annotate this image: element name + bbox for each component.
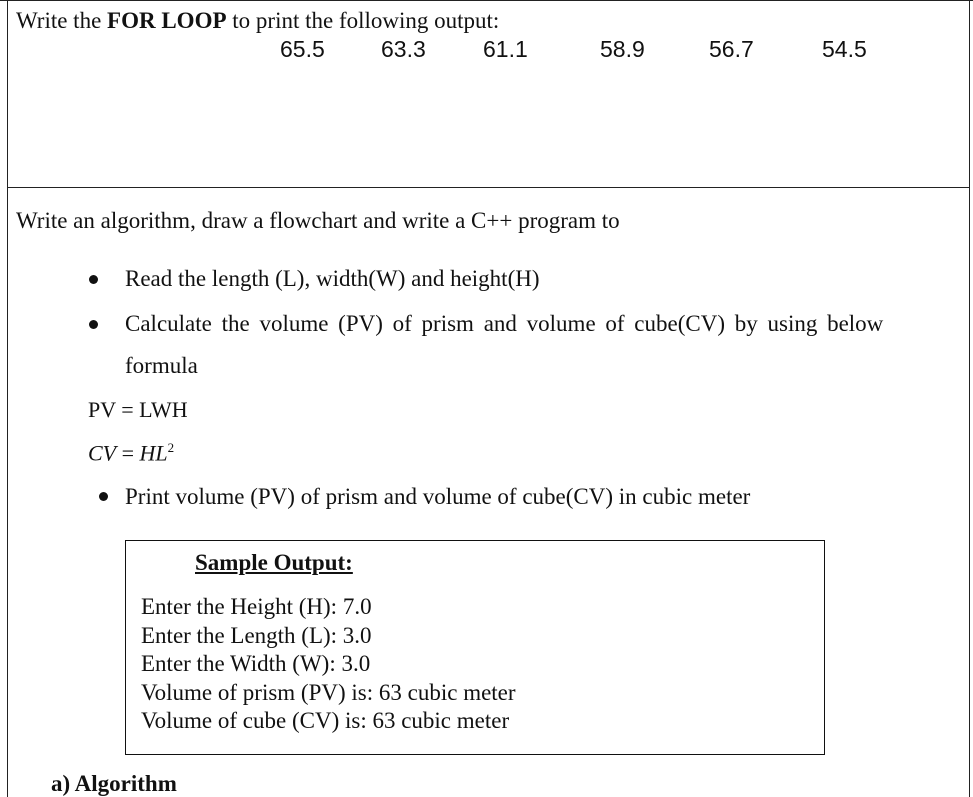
formula-cv bbox=[88, 440, 174, 466]
sample-output-line: Volume of cube (CV) is: 63 cubic meter bbox=[141, 708, 510, 733]
formula-cv-exponent: 2 bbox=[167, 440, 175, 455]
bullet-text: Print volume (PV) of prism and volume of cube(CV) in cubic meter bbox=[125, 484, 751, 509]
question2-intro: Write an algorithm, draw a flowchart and write a C++ program to bbox=[16, 208, 620, 233]
bullet-dot bbox=[99, 492, 108, 501]
formula-cv-left: CV bbox=[88, 440, 117, 466]
sample-output-title: Sample Output: bbox=[195, 550, 353, 575]
bullet-text: Read the length (L), width(W) and height(H) bbox=[125, 266, 540, 291]
formula-cv-eq: = bbox=[116, 440, 140, 466]
page-border-left bbox=[7, 0, 8, 797]
output-value: 56.7 bbox=[709, 36, 754, 62]
output-value: 65.5 bbox=[280, 36, 325, 62]
question1-box-divider bbox=[7, 187, 970, 188]
question1-text bbox=[16, 8, 499, 34]
sample-output-line: Enter the Length (L): 3.0 bbox=[141, 623, 372, 648]
question1-bold: FOR LOOP bbox=[107, 8, 227, 33]
page-border-top bbox=[0, 0, 973, 1]
output-value: 54.5 bbox=[822, 36, 867, 62]
output-value: 63.3 bbox=[381, 36, 426, 62]
formula-cv-right: HL bbox=[139, 440, 168, 466]
sample-output-line: Volume of prism (PV) is: 63 cubic meter bbox=[141, 680, 516, 705]
page-border-right bbox=[969, 0, 970, 797]
bullet-text-continuation: formula bbox=[125, 353, 198, 378]
output-value: 58.9 bbox=[600, 36, 645, 62]
bullet-dot bbox=[89, 275, 98, 284]
question1-suffix: to print the following output: bbox=[226, 8, 500, 33]
bullet-dot bbox=[89, 320, 98, 329]
sample-output-line: Enter the Width (W): 3.0 bbox=[141, 651, 371, 676]
formula-pv: PV = LWH bbox=[88, 397, 188, 422]
output-value: 61.1 bbox=[483, 36, 528, 62]
sample-output-line: Enter the Height (H): 7.0 bbox=[141, 594, 372, 619]
section-a-heading: a) Algorithm bbox=[51, 771, 177, 796]
question1-prefix: Write the bbox=[16, 8, 108, 33]
bullet-text: Calculate the volume (PV) of prism and volume of cube(CV) by using below bbox=[125, 311, 884, 336]
